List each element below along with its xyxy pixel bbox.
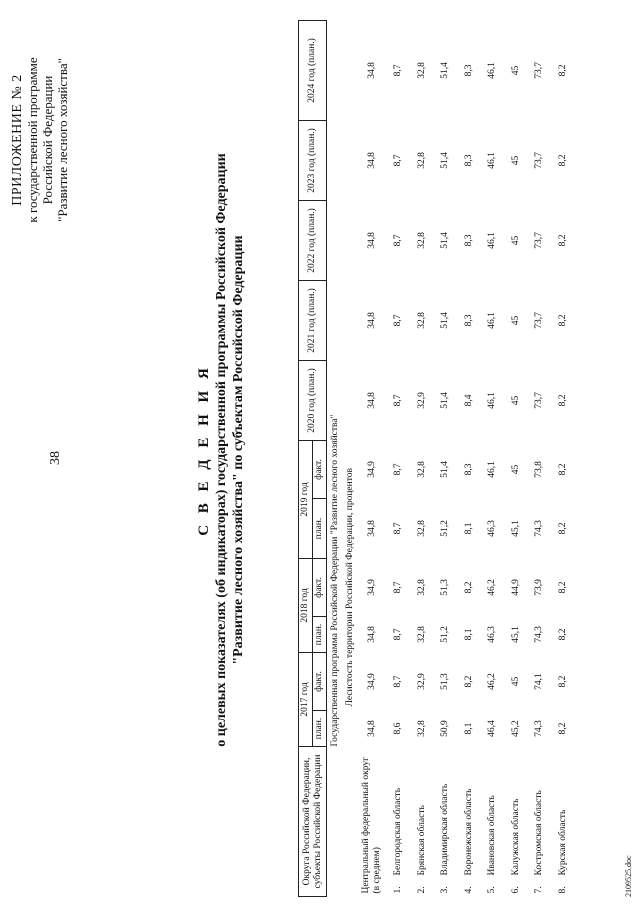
- row-value: 46,1: [487, 152, 498, 169]
- row-value: 74,3: [534, 626, 545, 643]
- row-value: 51,2: [440, 626, 451, 643]
- table-body: [327, 20, 576, 896]
- row-value: 45: [510, 395, 521, 406]
- header-plan: план.: [313, 711, 327, 747]
- row-value: 8,2: [557, 154, 568, 167]
- row-value: 46,1: [487, 62, 498, 79]
- row-value: 45: [510, 315, 521, 326]
- row-value: 8,2: [557, 463, 568, 476]
- header-fact: факт.: [313, 440, 327, 498]
- row-value: 45,1: [510, 626, 521, 643]
- row-value: 46,4: [487, 720, 498, 737]
- header-plan: план.: [313, 498, 327, 558]
- row-value: 46,2: [487, 579, 498, 596]
- row-value: 51,2: [440, 520, 451, 537]
- indicators-table-wrap: [298, 21, 575, 897]
- header-year-2020: 2020 год (план.): [299, 360, 327, 440]
- row-number: 1.: [393, 886, 404, 894]
- row-value: 45,2: [510, 720, 521, 737]
- row-value: 34,8: [366, 62, 377, 79]
- row-value: 8,3: [463, 314, 474, 327]
- row-value: 8,2: [557, 394, 568, 407]
- row-value: 8,1: [463, 522, 474, 535]
- row-value: 46,3: [487, 520, 498, 537]
- row-value: 73,9: [534, 579, 545, 596]
- row-value: 45: [510, 65, 521, 76]
- appendix-heading: ПРИЛОЖЕНИЕ № 2: [10, 74, 25, 206]
- header-region: Округа Российской Федерации, субъекты Российской Федерации: [299, 747, 327, 897]
- row-name: Воронежская область: [463, 788, 474, 876]
- table-row: [481, 20, 505, 896]
- header-year-2024: 2024 год (план.): [299, 20, 327, 120]
- row-value: 8,2: [557, 628, 568, 641]
- table-header: [299, 20, 327, 896]
- row-value: 8,2: [557, 314, 568, 327]
- row-value: 45: [510, 676, 521, 687]
- row-name: Брянская область: [416, 805, 427, 876]
- header-year-2017: 2017 год: [299, 652, 313, 746]
- row-value: 8,7: [393, 522, 404, 535]
- row-value: 51,4: [440, 392, 451, 409]
- row-value: 8,6: [393, 722, 404, 735]
- row-value: 8,7: [393, 628, 404, 641]
- row-value: 46,2: [487, 673, 498, 690]
- indicators-table: [298, 20, 575, 897]
- row-value: 34,8: [366, 392, 377, 409]
- row-value: 51,4: [440, 232, 451, 249]
- row-value: 8,3: [463, 64, 474, 77]
- row-value: 8,7: [393, 581, 404, 594]
- row-value: 32,8: [416, 626, 427, 643]
- row-value: 32,8: [416, 152, 427, 169]
- title-block: [196, 90, 247, 810]
- header-year-2022: 2022 год (план.): [299, 200, 327, 280]
- row-value: 32,8: [416, 579, 427, 596]
- row-value: 45: [510, 235, 521, 246]
- row-value: 8,3: [463, 234, 474, 247]
- row-value: 74,1: [534, 673, 545, 690]
- row-value: 34,9: [366, 461, 377, 478]
- header-fact: факт.: [313, 558, 327, 616]
- row-name: Костромская область: [534, 790, 545, 876]
- row-number: 3.: [440, 886, 451, 894]
- header-year-2023: 2023 год (план.): [299, 120, 327, 200]
- row-value: 8,3: [463, 463, 474, 476]
- row-name: Курская область: [557, 809, 568, 876]
- row-value: 8,2: [463, 581, 474, 594]
- row-value: 46,1: [487, 232, 498, 249]
- indicator-caption: Лесистость территории Российской Федерации, процентов: [344, 468, 355, 707]
- row-value: 8,2: [557, 234, 568, 247]
- footer-doc-name: 2109525.doc: [624, 855, 633, 897]
- table-row: [387, 20, 411, 896]
- appendix-block: [10, 20, 70, 260]
- row-value: 34,8: [366, 720, 377, 737]
- table-row: [357, 20, 387, 896]
- table-row: [552, 20, 576, 896]
- row-value: 45: [510, 464, 521, 475]
- row-value: 32,8: [416, 720, 427, 737]
- row-value: 34,8: [366, 152, 377, 169]
- row-value: 32,8: [416, 232, 427, 249]
- table-row: [434, 20, 458, 896]
- row-number: 6.: [510, 886, 521, 894]
- row-value: 44,9: [510, 579, 521, 596]
- row-value: 46,1: [487, 461, 498, 478]
- row-value: 34,8: [366, 232, 377, 249]
- row-value: 51,3: [440, 579, 451, 596]
- header-year-2021: 2021 год (план.): [299, 280, 327, 360]
- row-value: 8,7: [393, 154, 404, 167]
- page-number: 38: [48, 451, 63, 465]
- row-value: 73,7: [534, 232, 545, 249]
- row-value: 8,7: [393, 675, 404, 688]
- table-row: [458, 20, 482, 896]
- table-row: [411, 20, 435, 896]
- row-value: 8,4: [463, 394, 474, 407]
- row-number: 4.: [463, 886, 474, 894]
- row-value: 34,9: [366, 673, 377, 690]
- row-value: 51,3: [440, 673, 451, 690]
- row-value: 34,8: [366, 520, 377, 537]
- row-value: 8,2: [557, 581, 568, 594]
- row-value: 51,4: [440, 152, 451, 169]
- row-value: 73,8: [534, 461, 545, 478]
- row-value: 34,8: [366, 312, 377, 329]
- header-fact: факт.: [313, 652, 327, 710]
- row-value: 8,7: [393, 463, 404, 476]
- row-value: 8,7: [393, 234, 404, 247]
- row-name: Ивановская область: [487, 795, 498, 876]
- row-value: 51,4: [440, 461, 451, 478]
- row-value: 51,4: [440, 312, 451, 329]
- appendix-line-2: Российской Федерации: [40, 75, 55, 205]
- row-value: 8,2: [557, 722, 568, 735]
- row-value: 73,7: [534, 312, 545, 329]
- row-value: 8,7: [393, 64, 404, 77]
- row-value: 45,1: [510, 520, 521, 537]
- row-value: 32,8: [416, 461, 427, 478]
- table-row: [505, 20, 529, 896]
- row-value: 8,2: [463, 675, 474, 688]
- doc-subtitle-2: "Развитие лесного хозяйства" по субъектам Российской Федерации: [231, 235, 246, 665]
- header-year-2019: 2019 год: [299, 440, 313, 558]
- row-value: 32,9: [416, 392, 427, 409]
- row-name: Владимирская область: [440, 783, 451, 876]
- row-value: 8,1: [463, 722, 474, 735]
- row-value: 32,8: [416, 312, 427, 329]
- row-value: 8,2: [557, 675, 568, 688]
- row-value: 73,7: [534, 62, 545, 79]
- row-number: 8.: [557, 886, 568, 894]
- appendix-line-3: "Развитие лесного хозяйства": [55, 58, 70, 222]
- row-value: 46,3: [487, 626, 498, 643]
- row-value: 50,9: [440, 720, 451, 737]
- row-value: 73,7: [534, 152, 545, 169]
- header-plan: план.: [313, 616, 327, 652]
- row-number: 5.: [487, 886, 498, 894]
- row-value: 8,7: [393, 314, 404, 327]
- row-value: 45: [510, 155, 521, 166]
- row-name: Калужская область: [510, 798, 521, 876]
- row-name: Центральный федеральный округ (в среднем): [361, 757, 382, 894]
- row-value: 34,9: [366, 579, 377, 596]
- row-value: 46,1: [487, 312, 498, 329]
- row-value: 73,7: [534, 392, 545, 409]
- table-row: [528, 20, 552, 896]
- row-value: 74,3: [534, 720, 545, 737]
- doc-subtitle-1: о целевых показателях (об индикаторах) государственной программы Российской Федерации: [214, 153, 229, 747]
- row-value: 32,9: [416, 673, 427, 690]
- row-value: 34,8: [366, 626, 377, 643]
- row-value: 32,8: [416, 62, 427, 79]
- header-year-2018: 2018 год: [299, 558, 313, 652]
- row-value: 8,2: [557, 522, 568, 535]
- row-value: 8,2: [557, 64, 568, 77]
- row-value: 8,3: [463, 154, 474, 167]
- row-value: 32,8: [416, 520, 427, 537]
- doc-title: С В Е Д Е Н И Я: [196, 364, 212, 536]
- program-caption: Государственная программа Российской Федерации "Развитие лесного хозяйства": [329, 414, 340, 747]
- row-value: 74,3: [534, 520, 545, 537]
- row-number: 2.: [416, 886, 427, 894]
- row-value: 8,1: [463, 628, 474, 641]
- row-value: 46,1: [487, 392, 498, 409]
- row-name: Белгородская область: [393, 787, 404, 876]
- row-value: 8,7: [393, 394, 404, 407]
- row-number: 7.: [534, 886, 545, 894]
- appendix-line-1: к государственной программе: [25, 57, 40, 223]
- row-value: 51,4: [440, 62, 451, 79]
